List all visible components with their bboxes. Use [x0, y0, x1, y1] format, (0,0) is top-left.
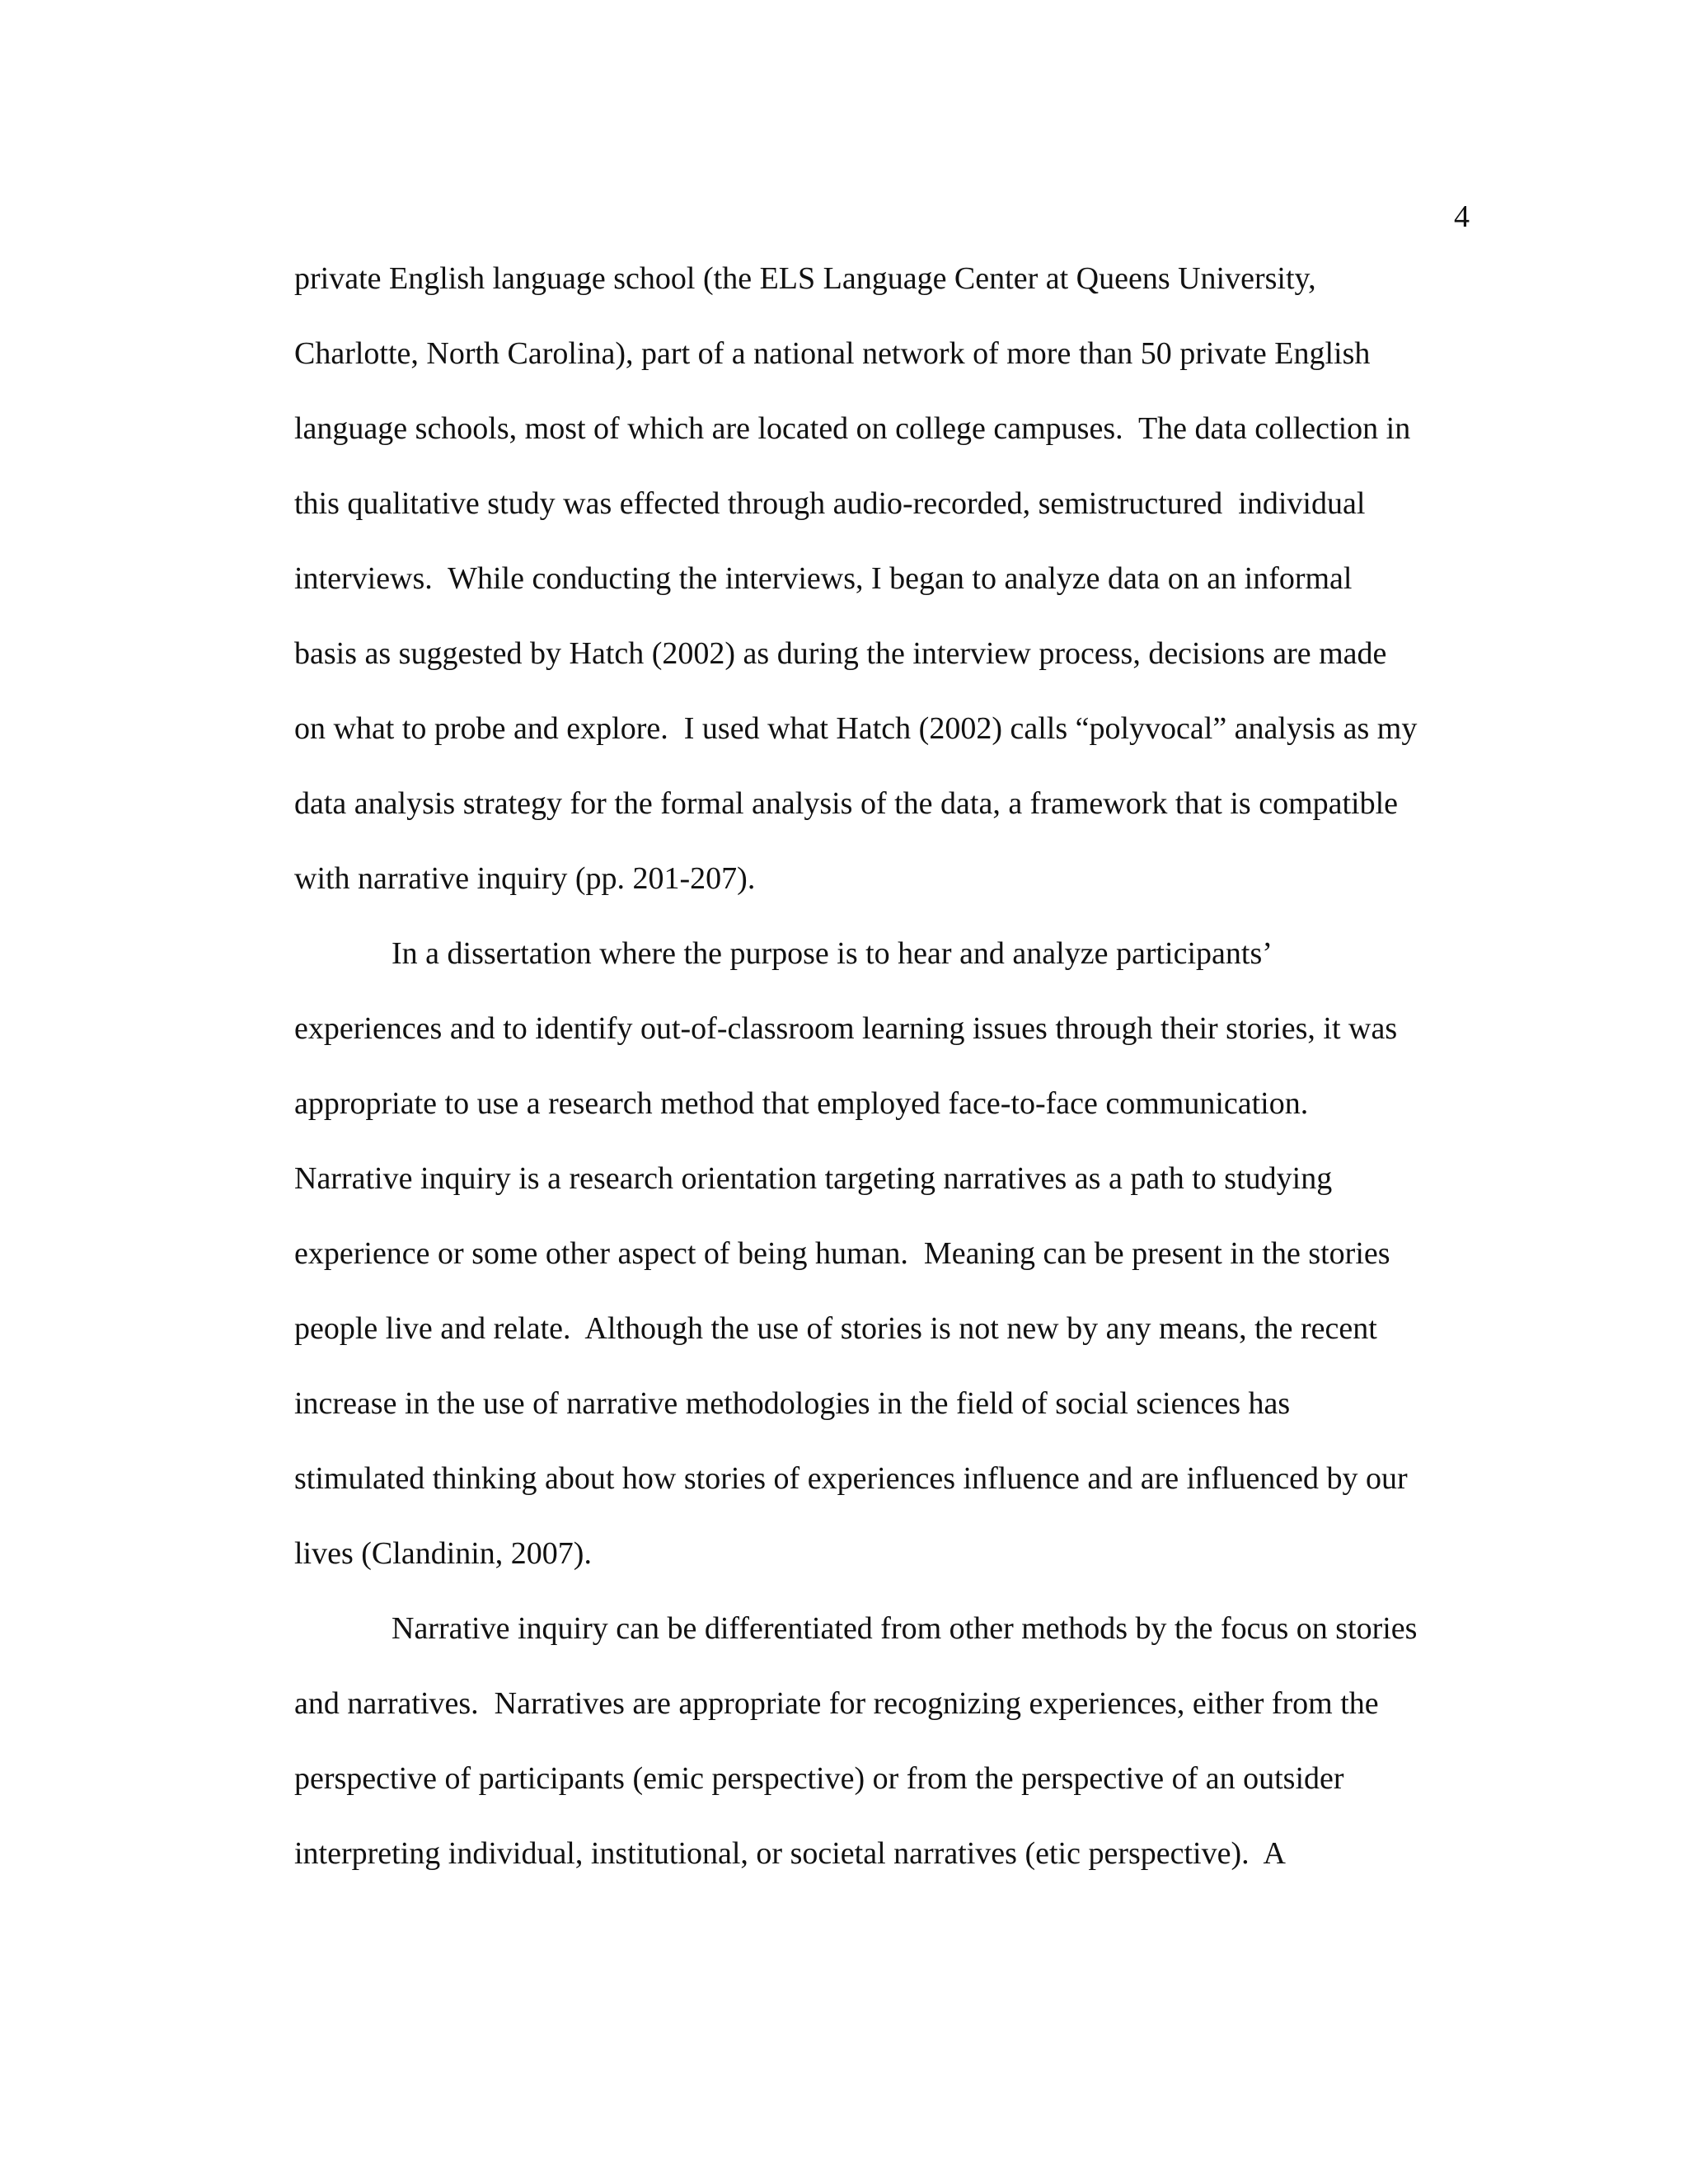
text-line: stimulated thinking about how stories of experiences influence and are influenced by our: [294, 1461, 1408, 1496]
paragraph-first-line: In a dissertation where the purpose is to hear and analyze participants’: [392, 936, 1273, 971]
text-line: language schools, most of which are located on college campuses. The data collection in: [294, 411, 1411, 446]
text-line: and narratives. Narratives are appropriate for recognizing experiences, either from the: [294, 1686, 1379, 1721]
text-line: private English language school (the ELS Language Center at Queens University,: [294, 261, 1316, 296]
text-line: increase in the use of narrative methodologies in the field of social sciences has: [294, 1386, 1291, 1421]
text-line: with narrative inquiry (pp. 201-207).: [294, 861, 756, 896]
page-number: 4: [1454, 199, 1470, 234]
text-line: interpreting individual, institutional, or societal narratives (etic perspective). A: [294, 1836, 1286, 1871]
text-line: interviews. While conducting the interviews, I began to analyze data on an informal: [294, 561, 1353, 596]
text-line: Charlotte, North Carolina), part of a national network of more than 50 private English: [294, 336, 1371, 371]
text-line: appropriate to use a research method that employed face-to-face communication.: [294, 1086, 1309, 1121]
text-line: data analysis strategy for the formal analysis of the data, a framework that is compatible: [294, 786, 1399, 821]
text-line: this qualitative study was effected through audio-recorded, semistructured individual: [294, 486, 1366, 521]
paragraph-first-line: Narrative inquiry can be differentiated from other methods by the focus on stories: [392, 1611, 1418, 1646]
text-line: experiences and to identify out-of-classroom learning issues through their stories, it was: [294, 1011, 1398, 1046]
text-line: Narrative inquiry is a research orientation targeting narratives as a path to studying: [294, 1161, 1333, 1196]
text-line: experience or some other aspect of being human. Meaning can be present in the stories: [294, 1236, 1390, 1271]
text-line: perspective of participants (emic perspective) or from the perspective of an outsider: [294, 1761, 1344, 1796]
text-line: basis as suggested by Hatch (2002) as during the interview process, decisions are made: [294, 636, 1387, 671]
text-line: people live and relate. Although the use of stories is not new by any means, the recent: [294, 1311, 1377, 1346]
text-line: on what to probe and explore. I used what Hatch (2002) calls “polyvocal” analysis as my: [294, 711, 1418, 746]
text-line: lives (Clandinin, 2007).: [294, 1536, 592, 1571]
